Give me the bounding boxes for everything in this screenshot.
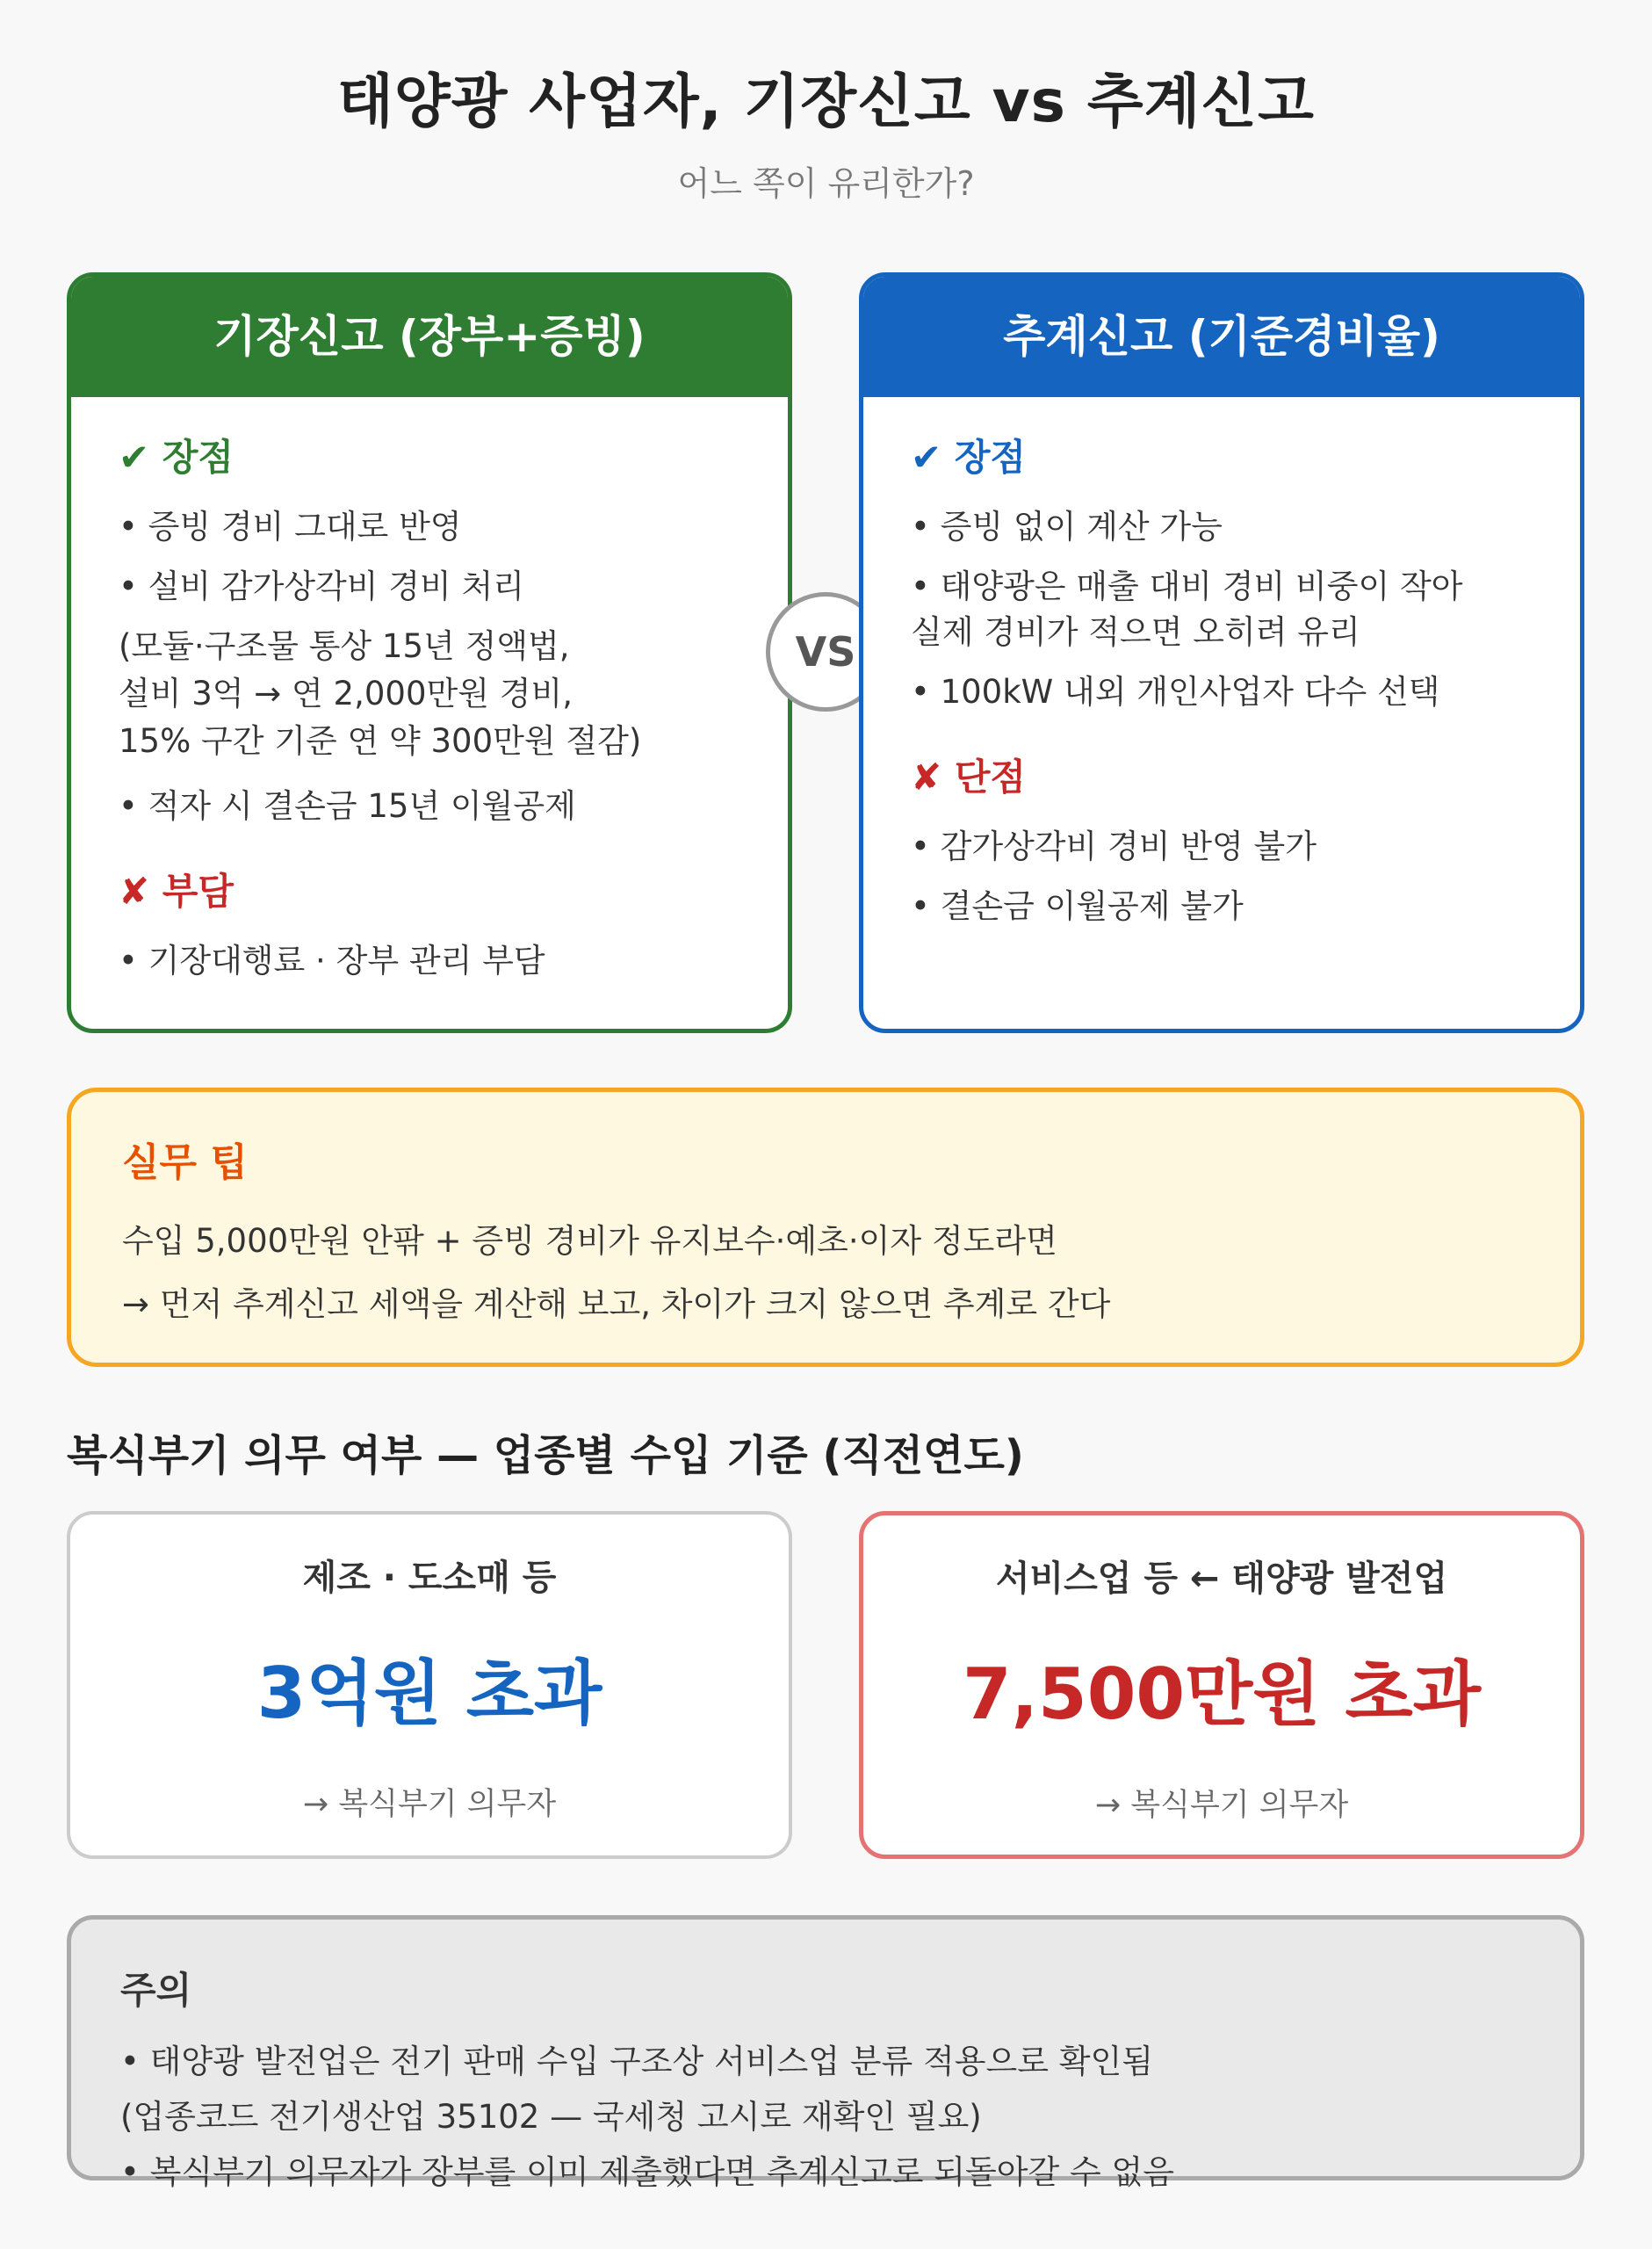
bookkeeping-con-item: • 기장대행료 · 장부 관리 부담 (119, 942, 545, 980)
depreciation-note-line: (모듈·구조물 통상 15년 정액법, (119, 627, 570, 665)
bookkeeping-card (67, 272, 792, 1033)
bookkeeping-card-body (71, 397, 788, 982)
tip-line: 수입 5,000만원 안팎 + 증빙 경비가 유지보수·예초·이자 정도라면 (122, 1222, 1057, 1260)
bookkeeping-cons-label: ✘ 부담 (119, 870, 234, 913)
threshold-label: 제조 · 도소매 등 (302, 1558, 557, 1598)
threshold-heading: 복식부기 의무 여부 — 업종별 수입 기준 (직전연도) (67, 1431, 1024, 1480)
estimated-filing-card (859, 272, 1584, 1033)
bookkeeping-card-title: 기장신고 (장부+증빙) (71, 277, 788, 397)
threshold-value: 7,500만원 초과 (962, 1653, 1482, 1735)
estimated-pros-label: ✔ 장점 (911, 436, 1026, 479)
estimated-con-item: • 결손금 이월공제 불가 (911, 887, 1244, 925)
bookkeeping-pro-item: • 적자 시 결손금 15년 이월공제 (119, 787, 576, 825)
tip-line: → 먼저 추계신고 세액을 계산해 보고, 차이가 크지 않으면 추계로 간다 (122, 1285, 1111, 1323)
estimated-pro-item: • 100kW 내외 개인사업자 다수 선택 (911, 673, 1440, 711)
caution-line: • 태양광 발전업은 전기 판매 수입 구조상 서비스업 분류 적용으로 확인됨 (120, 2043, 1153, 2080)
depreciation-note-line: 15% 구간 기준 연 약 300만원 절감) (119, 722, 642, 760)
estimated-con-item: • 감가상각비 경비 반영 불가 (911, 828, 1317, 865)
page-title: 태양광 사업자, 기장신고 vs 추계신고 (337, 68, 1315, 135)
depreciation-note-line: 설비 3억 → 연 2,000만원 경비, (119, 675, 573, 712)
estimated-pro-item: 실제 경비가 적으면 오히려 유리 (911, 613, 1360, 651)
estimated-pro-item: • 태양광은 매출 대비 경비 비중이 작아 (911, 568, 1463, 605)
tip-title: 실무 팁 (122, 1140, 248, 1185)
bookkeeping-pro-item: • 증빙 경비 그대로 반영 (119, 508, 462, 546)
bookkeeping-pros-label: ✔ 장점 (119, 436, 234, 479)
caution-box (67, 1915, 1584, 2191)
threshold-box-manufacturing (67, 1511, 792, 1859)
estimated-cons-label: ✘ 단점 (911, 756, 1026, 799)
estimated-filing-card-body (863, 397, 1580, 928)
threshold-sub: → 복식부기 의무자 (302, 1787, 557, 1822)
caution-line: • 복식부기 의무자가 장부를 이미 제출했다면 추계신고로 되돌아갈 수 없음 (120, 2153, 1174, 2191)
vs-badge: VS (766, 592, 885, 712)
threshold-box-service (859, 1511, 1584, 1859)
practical-tip-box (67, 1088, 1584, 1367)
threshold-sub: → 복식부기 의무자 (1094, 1788, 1349, 1823)
threshold-label: 서비스업 등 ← 태양광 발전업 (995, 1558, 1448, 1599)
estimated-filing-card-title: 추계신고 (기준경비율) (863, 277, 1580, 397)
caution-title: 주의 (120, 1969, 192, 2012)
threshold-value: 3억원 초과 (256, 1652, 602, 1734)
page-subtitle: 어느 쪽이 유리한가? (677, 164, 975, 203)
caution-line: (업종코드 전기생산업 35102 — 국세청 고시로 재확인 필요) (120, 2098, 982, 2136)
estimated-pro-item: • 증빙 없이 계산 가능 (911, 508, 1223, 546)
bookkeeping-pro-item: • 설비 감가상각비 경비 처리 (119, 568, 525, 605)
